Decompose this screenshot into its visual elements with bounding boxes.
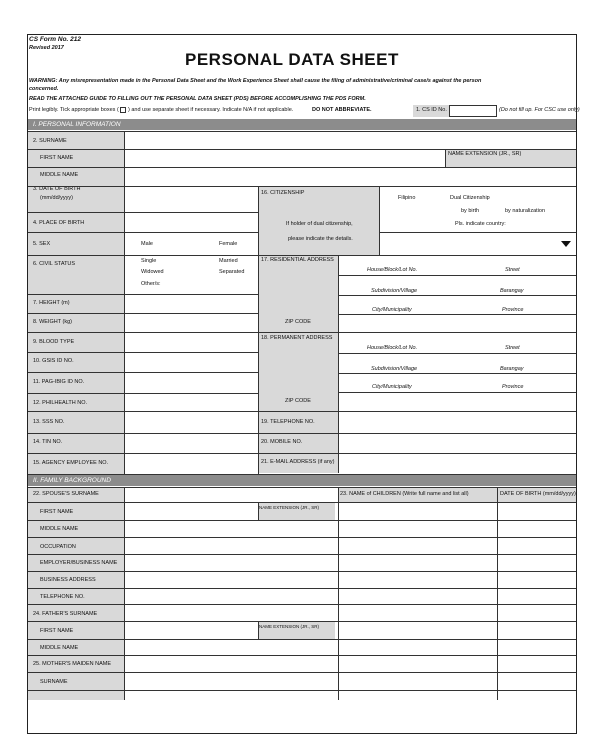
- gsis-label: 10. GSIS ID NO.: [33, 358, 74, 364]
- father-name-extension-label: NAME EXTENSION (JR., SR): [259, 624, 320, 629]
- mother-surname-label: SURNAME: [40, 679, 68, 685]
- by-naturalization-option[interactable]: by naturalization: [505, 208, 546, 214]
- pagibig-label: 11. PAG-IBIG ID NO.: [33, 379, 85, 385]
- weight-label: 8. WEIGHT (kg): [33, 319, 73, 325]
- middle-name-input[interactable]: [125, 168, 576, 185]
- permanent-address-label: 18. PERMANENT ADDRESS: [261, 335, 333, 341]
- father-first-name-label: FIRST NAME: [40, 628, 74, 634]
- height-label: 7. HEIGHT (m): [33, 300, 70, 306]
- blood-type-input[interactable]: [125, 333, 257, 351]
- philhealth-input[interactable]: [125, 394, 257, 410]
- perm-street-hint: Street: [505, 345, 520, 351]
- civil-separated-option[interactable]: Separated: [219, 269, 245, 275]
- employer-input[interactable]: [125, 555, 337, 570]
- citizenship-dual-option[interactable]: Dual Citizenship: [450, 195, 490, 201]
- read-guide-text: READ THE ATTACHED GUIDE TO FILLING OUT THE PERSONAL DATA SHEET (PDS) BEFORE ACCOMPLISHING THE PDS FORM.: [29, 96, 366, 102]
- res-zip-label: ZIP CODE: [285, 319, 311, 325]
- section-personal-information-title: I. PERSONAL INFORMATION: [33, 121, 121, 128]
- warning-text: WARNING: Any misrepresentation made in the Personal Data Sheet and the Work Experience Sheet shall cause the filing of administrative/criminal case/s against the person: [29, 78, 482, 84]
- citizenship-label: 16. CITIZENSHIP: [261, 190, 305, 196]
- business-address-label: BUSINESS ADDRESS: [40, 577, 96, 583]
- spouse-first-name-label: FIRST NAME: [40, 509, 74, 515]
- res-province-hint: Province: [502, 307, 524, 313]
- spouse-name-extension-label: NAME EXTENSION (JR., SR): [259, 505, 320, 510]
- father-middle-name-input[interactable]: [125, 640, 337, 654]
- sss-input[interactable]: [125, 412, 257, 432]
- spouse-telephone-label: TELEPHONE NO.: [40, 594, 85, 600]
- dual-citizenship-note-2: please indicate the details.: [288, 236, 353, 242]
- email-label: 21. E-MAIL ADDRESS (if any): [261, 459, 335, 465]
- print-legibly-text-cont: ) and use separate sheet if necessary. Indicate N/A if not applicable.: [128, 107, 294, 113]
- surname-input[interactable]: [125, 132, 576, 148]
- telephone-input[interactable]: [339, 412, 576, 432]
- middle-name-label: MIDDLE NAME: [40, 172, 79, 178]
- civil-married-option[interactable]: Married: [219, 258, 238, 264]
- perm-province-hint: Province: [502, 384, 524, 390]
- father-surname-label: 24. FATHER'S SURNAME: [33, 611, 98, 617]
- perm-zip-label: ZIP CODE: [285, 398, 311, 404]
- dob-label: 3. DATE OF BIRTH: [33, 186, 81, 192]
- print-legibly-text: Print legibly. Tick appropriate boxes (: [29, 107, 119, 113]
- tin-label: 14. TIN NO.: [33, 439, 63, 445]
- warning-text-cont: concerned.: [29, 86, 59, 92]
- res-subdivision-hint: Subdivision/Village: [371, 288, 418, 294]
- country-select[interactable]: [380, 232, 576, 254]
- spouse-surname-label: 22. SPOUSE'S SURNAME: [33, 491, 99, 497]
- telephone-label: 19. TELEPHONE NO.: [261, 419, 315, 425]
- res-house-hint: House/Block/Lot No.: [367, 267, 418, 273]
- agency-employee-input[interactable]: [125, 454, 257, 473]
- spouse-surname-input[interactable]: [125, 488, 337, 501]
- pagibig-input[interactable]: [125, 373, 257, 392]
- perm-city-hint: City/Municipality: [372, 384, 412, 390]
- father-surname-input[interactable]: [125, 605, 337, 620]
- child-dob-input[interactable]: [498, 503, 576, 519]
- section-family-background: [28, 475, 576, 486]
- spouse-telephone-input[interactable]: [125, 589, 337, 603]
- place-of-birth-input[interactable]: [125, 213, 257, 231]
- tin-input[interactable]: [125, 434, 257, 452]
- children-dob-header: DATE OF BIRTH (mm/dd/yyyy): [500, 491, 576, 497]
- chevron-down-icon[interactable]: [561, 241, 571, 247]
- email-input[interactable]: [339, 454, 576, 473]
- business-address-input[interactable]: [125, 572, 337, 587]
- page-title: PERSONAL DATA SHEET: [185, 50, 399, 69]
- place-of-birth-label: 4. PLACE OF BIRTH: [33, 220, 85, 226]
- mobile-input[interactable]: [339, 434, 576, 452]
- perm-house-hint: House/Block/Lot No.: [367, 345, 418, 351]
- height-input[interactable]: [125, 295, 257, 312]
- philhealth-label: 12. PHILHEALTH NO.: [33, 400, 87, 406]
- name-extension-label: NAME EXTENSION (JR., SR): [448, 151, 522, 157]
- father-first-name-input[interactable]: [125, 622, 257, 638]
- sex-label: 5. SEX: [33, 241, 51, 247]
- civil-others-option[interactable]: Other/s:: [141, 281, 161, 287]
- by-birth-option[interactable]: by birth: [461, 208, 480, 214]
- residential-address-label: 17. RESIDENTIAL ADDRESS: [261, 257, 334, 263]
- child-name-input[interactable]: [339, 503, 496, 519]
- agency-employee-label: 15. AGENCY EMPLOYEE NO.: [33, 460, 109, 466]
- country-prompt: Pls. indicate country:: [455, 221, 506, 227]
- section-family-background-title: II. FAMILY BACKGROUND: [33, 477, 111, 484]
- perm-barangay-hint: Barangay: [500, 366, 524, 372]
- gsis-input[interactable]: [125, 353, 257, 371]
- perm-subdivision-hint: Subdivision/Village: [371, 366, 418, 372]
- blood-type-label: 9. BLOOD TYPE: [33, 339, 75, 345]
- mother-maiden-label: 25. MOTHER'S MAIDEN NAME: [33, 661, 112, 667]
- spouse-middle-name-input[interactable]: [125, 521, 337, 536]
- cs-id-label: 1. CS ID No.: [416, 107, 447, 113]
- father-middle-name-label: MIDDLE NAME: [40, 645, 79, 651]
- dob-format: (mm/dd/yyyy): [40, 195, 73, 201]
- spouse-first-name-input[interactable]: [125, 503, 257, 519]
- weight-input[interactable]: [125, 314, 257, 331]
- dob-input[interactable]: [125, 187, 257, 211]
- citizenship-filipino-option[interactable]: Filipino: [398, 195, 416, 201]
- sex-female-option[interactable]: Female: [219, 241, 238, 247]
- dual-citizenship-note: If holder of dual citizenship,: [286, 221, 353, 227]
- sex-male-option[interactable]: Male: [141, 241, 153, 247]
- cs-id-note: (Do not fill up. For CSC use only): [499, 107, 580, 113]
- civil-status-label: 6. CIVIL STATUS: [33, 261, 76, 267]
- res-street-hint: Street: [505, 267, 520, 273]
- first-name-label: FIRST NAME: [40, 155, 74, 161]
- spouse-middle-name-label: MIDDLE NAME: [40, 526, 79, 532]
- mobile-label: 20. MOBILE NO.: [261, 439, 303, 445]
- first-name-input[interactable]: [125, 150, 444, 166]
- sss-label: 13. SSS NO.: [33, 419, 65, 425]
- civil-single-option[interactable]: Single: [141, 258, 157, 264]
- res-city-hint: City/Municipality: [372, 307, 412, 313]
- form-number: CS Form No. 212: [29, 36, 82, 43]
- revision-date: Revised 2017: [29, 45, 64, 51]
- children-header: 23. NAME of CHILDREN (Write full name and list all): [340, 491, 469, 497]
- mother-surname-input[interactable]: [125, 673, 337, 689]
- section-personal-information: [28, 119, 576, 130]
- civil-widowed-option[interactable]: Widowed: [141, 269, 164, 275]
- surname-label: 2. SURNAME: [33, 138, 67, 144]
- do-not-abbreviate: DO NOT ABBREVIATE.: [312, 107, 372, 113]
- res-barangay-hint: Barangay: [500, 288, 524, 294]
- occupation-label: OCCUPATION: [40, 544, 76, 550]
- employer-label: EMPLOYER/BUSINESS NAME: [40, 560, 118, 566]
- occupation-input[interactable]: [125, 538, 337, 553]
